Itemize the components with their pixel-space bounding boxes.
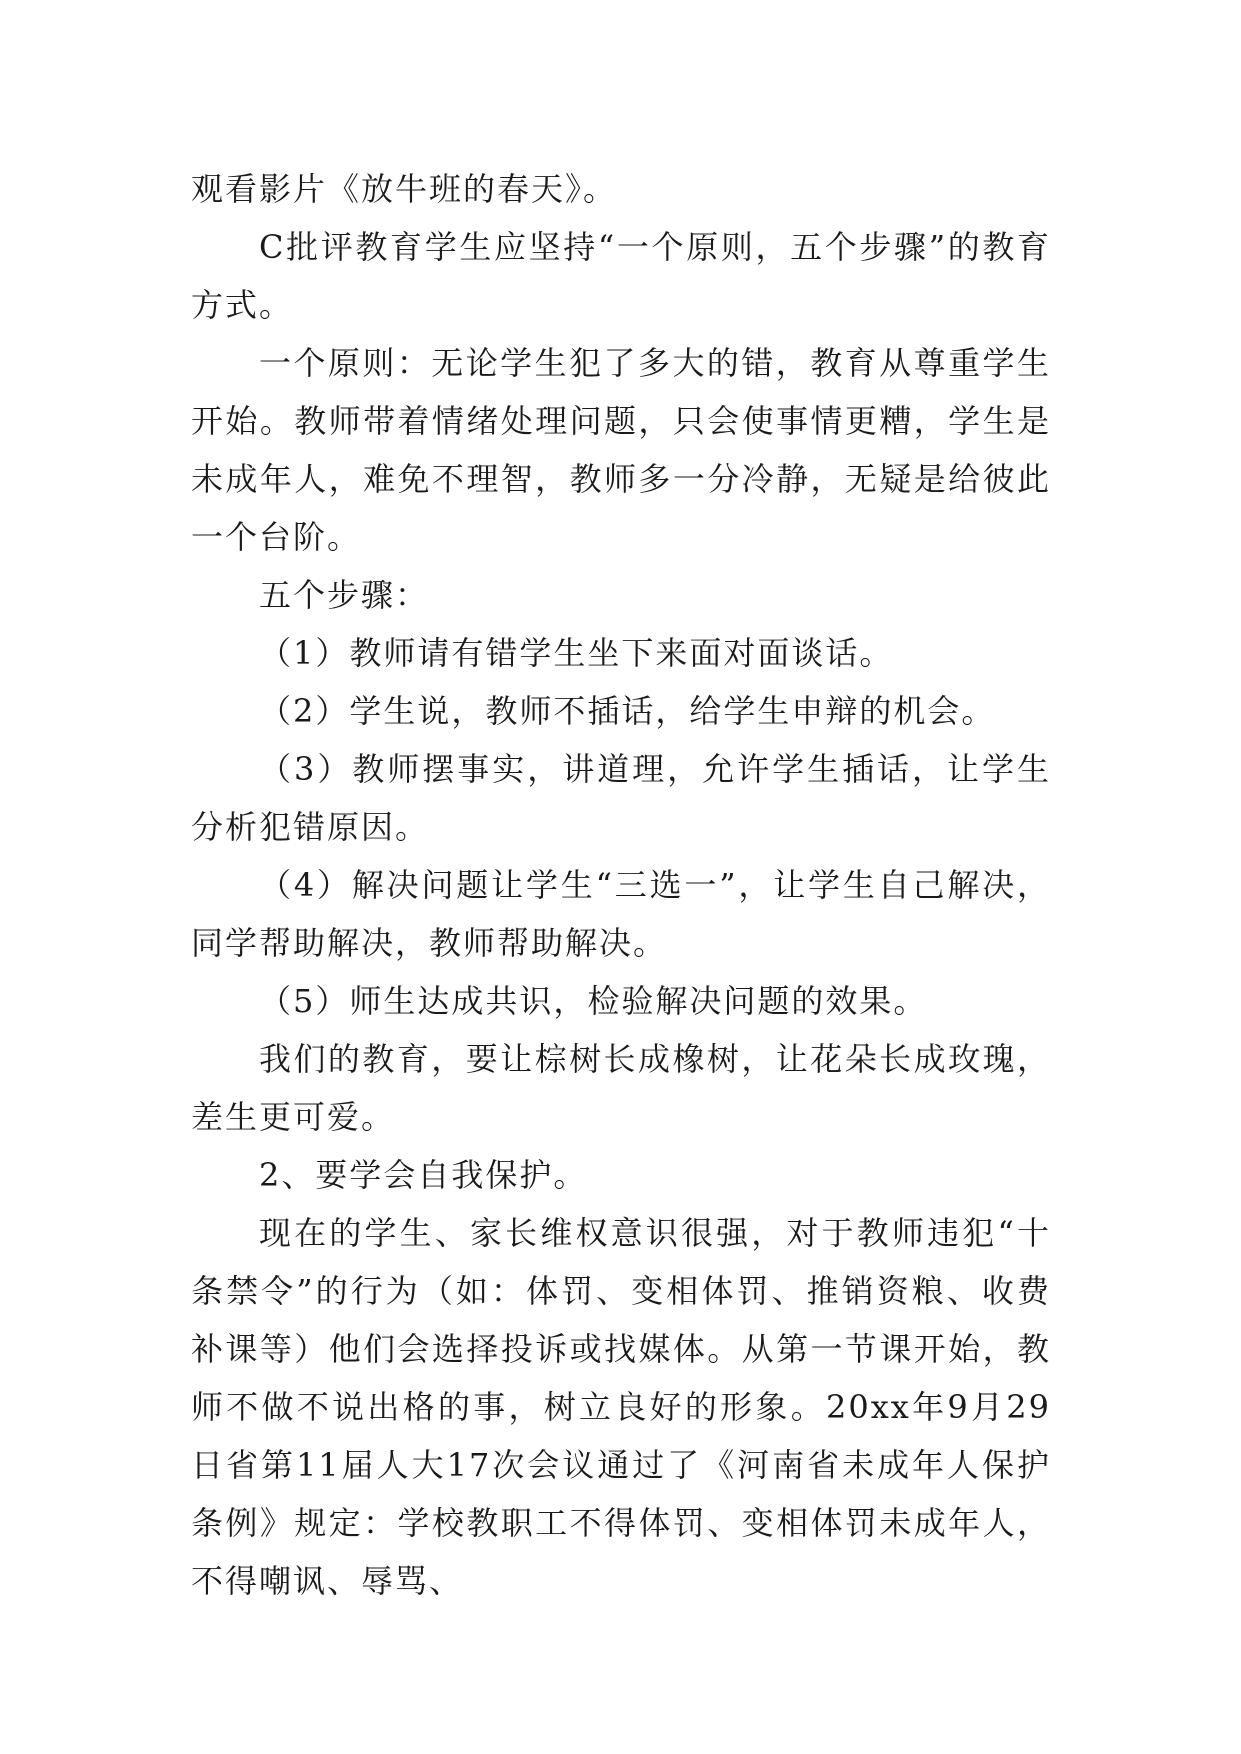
paragraph-education-goal: 我们的教育，要让棕树长成橡树，让花朵长成玫瑰，差生更可爱。: [191, 1040, 1051, 1136]
document-body: [191, 160, 1051, 1610]
paragraph-principle-intro: C批评教育学生应坚持“一个原则，五个步骤”的教育方式。: [191, 228, 1051, 324]
section-heading-self-protection: 2、要学会自我保护。: [259, 1156, 588, 1194]
paragraph-one-principle: 一个原则：无论学生犯了多大的错，教育从尊重学生开始。教师带着情绪处理问题，只会使事情更糟，学生是未成年人，难免不理智，教师多一分冷静，无疑是给彼此一个台阶。: [191, 344, 1051, 556]
list-item-step-4: （4）解决问题让学生“三选一”，让学生自己解决，同学帮助解决，教师帮助解决。: [191, 866, 1051, 962]
paragraph-film: 观看影片《放牛班的春天》。: [191, 170, 618, 208]
paragraph-self-protection: 现在的学生、家长维权意识很强，对于教师违犯“十条禁令”的行为（如：体罚、变相体罚、推销资粮、收费补课等）他们会选择投诉或找媒体。从第一节课开始，教师不做不说出格的事，树立良好的形象。20xx年9月29日省第11届人大17次会议通过了《河南省未成年人保护条例》规定：学校教职工不得体罚、变相体罚未成年人，不得嘲讽、辱骂、: [191, 1214, 1051, 1600]
list-item-step-1: （1）教师请有错学生坐下来面对面谈话。: [259, 634, 894, 672]
list-item-step-5: （5）师生达成共识，检验解决问题的效果。: [259, 982, 928, 1020]
list-item-step-2: （2）学生说，教师不插话，给学生申辩的机会。: [259, 692, 996, 730]
paragraph-five-steps-heading: 五个步骤：: [259, 576, 430, 614]
list-item-step-3: （3）教师摆事实，讲道理，允许学生插话，让学生分析犯错原因。: [191, 750, 1051, 846]
